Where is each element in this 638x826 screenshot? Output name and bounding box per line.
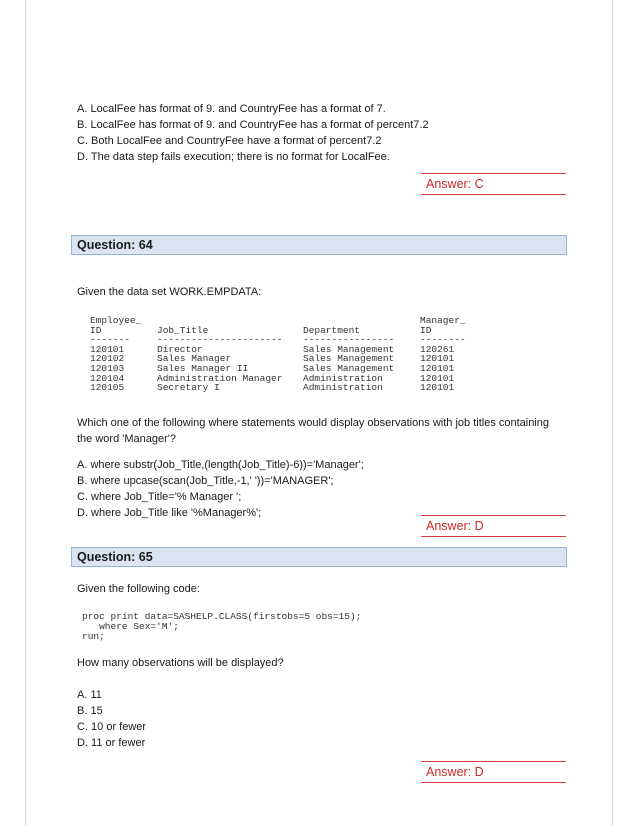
table-cell: 120101 [420, 382, 455, 394]
table-cell: 120102 [90, 353, 125, 365]
table-cell: Sales Management [303, 353, 395, 365]
table-cell: 120101 [90, 343, 125, 355]
q65-option-c: C. 10 or fewer [77, 721, 147, 733]
question-64-header: Question: 64 [71, 235, 567, 255]
question-65-header: Question: 65 [71, 547, 567, 567]
prev-answer: Answer: C [421, 173, 566, 195]
header-cell: ID [420, 324, 432, 336]
prev-option-c: C. Both LocalFee and CountryFee have a format of percent7.2 [77, 135, 382, 147]
code-line: where Sex='M'; [82, 621, 179, 632]
header-cell: Job_Title [157, 324, 209, 336]
divider-cell: ------- [90, 334, 130, 346]
header-cell: Employee_ [90, 315, 142, 326]
table-cell: Sales Management [303, 362, 395, 374]
q65-option-d: D. 11 or fewer [77, 737, 146, 749]
empdata-table [90, 316, 490, 396]
q64-answer: Answer: D [421, 515, 566, 537]
table-cell: Administration [303, 372, 383, 384]
q64-option-b: B. where upcase(scan(Job_Title,-1,' '))='MANAGER'; [77, 475, 334, 487]
prev-option-a: A. LocalFee has format of 9. and CountryFee has a format of 7. [77, 103, 386, 115]
table-cell: 120101 [420, 353, 455, 365]
table-cell: Administration Manager [157, 372, 283, 384]
table-row [90, 383, 490, 393]
table-cell: Sales Manager [157, 353, 232, 365]
header-cell: ID [90, 324, 102, 336]
table-cell: 120101 [420, 372, 455, 384]
code-line: run; [82, 631, 105, 642]
header-cell: Department [303, 324, 361, 336]
q65-question: How many observations will be displayed? [77, 657, 284, 669]
q64-question-line-2: the word 'Manager'? [77, 433, 176, 445]
prev-option-b: B. LocalFee has format of 9. and CountryFee has a format of percent7.2 [77, 119, 429, 131]
divider-cell: -------- [420, 334, 466, 346]
q65-answer: Answer: D [421, 761, 566, 783]
q65-option-b: B. 15 [77, 705, 103, 717]
header-cell: Manager_ [420, 315, 466, 326]
table-cell: Sales Manager II [157, 362, 249, 374]
table-cell: 120101 [420, 362, 455, 374]
table-cell: 120103 [90, 362, 125, 374]
table-cell: 120105 [90, 382, 125, 394]
q64-option-a: A. where substr(Job_Title,(length(Job_Title)-6))='Manager'; [77, 459, 364, 471]
code-line: proc print data=SASHELP.CLASS(firstobs=5 obs=15); [82, 611, 362, 622]
q64-option-d: D. where Job_Title like '%Manager%'; [77, 507, 262, 519]
table-cell: Administration [303, 382, 383, 394]
q64-intro: Given the data set WORK.EMPDATA: [77, 286, 262, 298]
q64-option-c: C. where Job_Title='% Manager '; [77, 491, 242, 503]
table-cell: Sales Management [303, 343, 395, 355]
divider-cell: ---------------------- [157, 334, 283, 346]
table-cell: Director [157, 343, 203, 355]
prev-option-d: D. The data step fails execution; there is no format for LocalFee. [77, 151, 390, 163]
q64-question-line-1: Which one of the following where statements would display observations with job titles containing [77, 417, 550, 429]
table-cell: Secretary I [157, 382, 220, 394]
sas-code-block [82, 612, 361, 642]
divider-cell: ---------------- [303, 334, 395, 346]
q65-intro: Given the following code: [77, 583, 200, 595]
table-cell: 120261 [420, 343, 455, 355]
q65-option-a: A. 11 [77, 689, 102, 701]
table-cell: 120104 [90, 372, 125, 384]
